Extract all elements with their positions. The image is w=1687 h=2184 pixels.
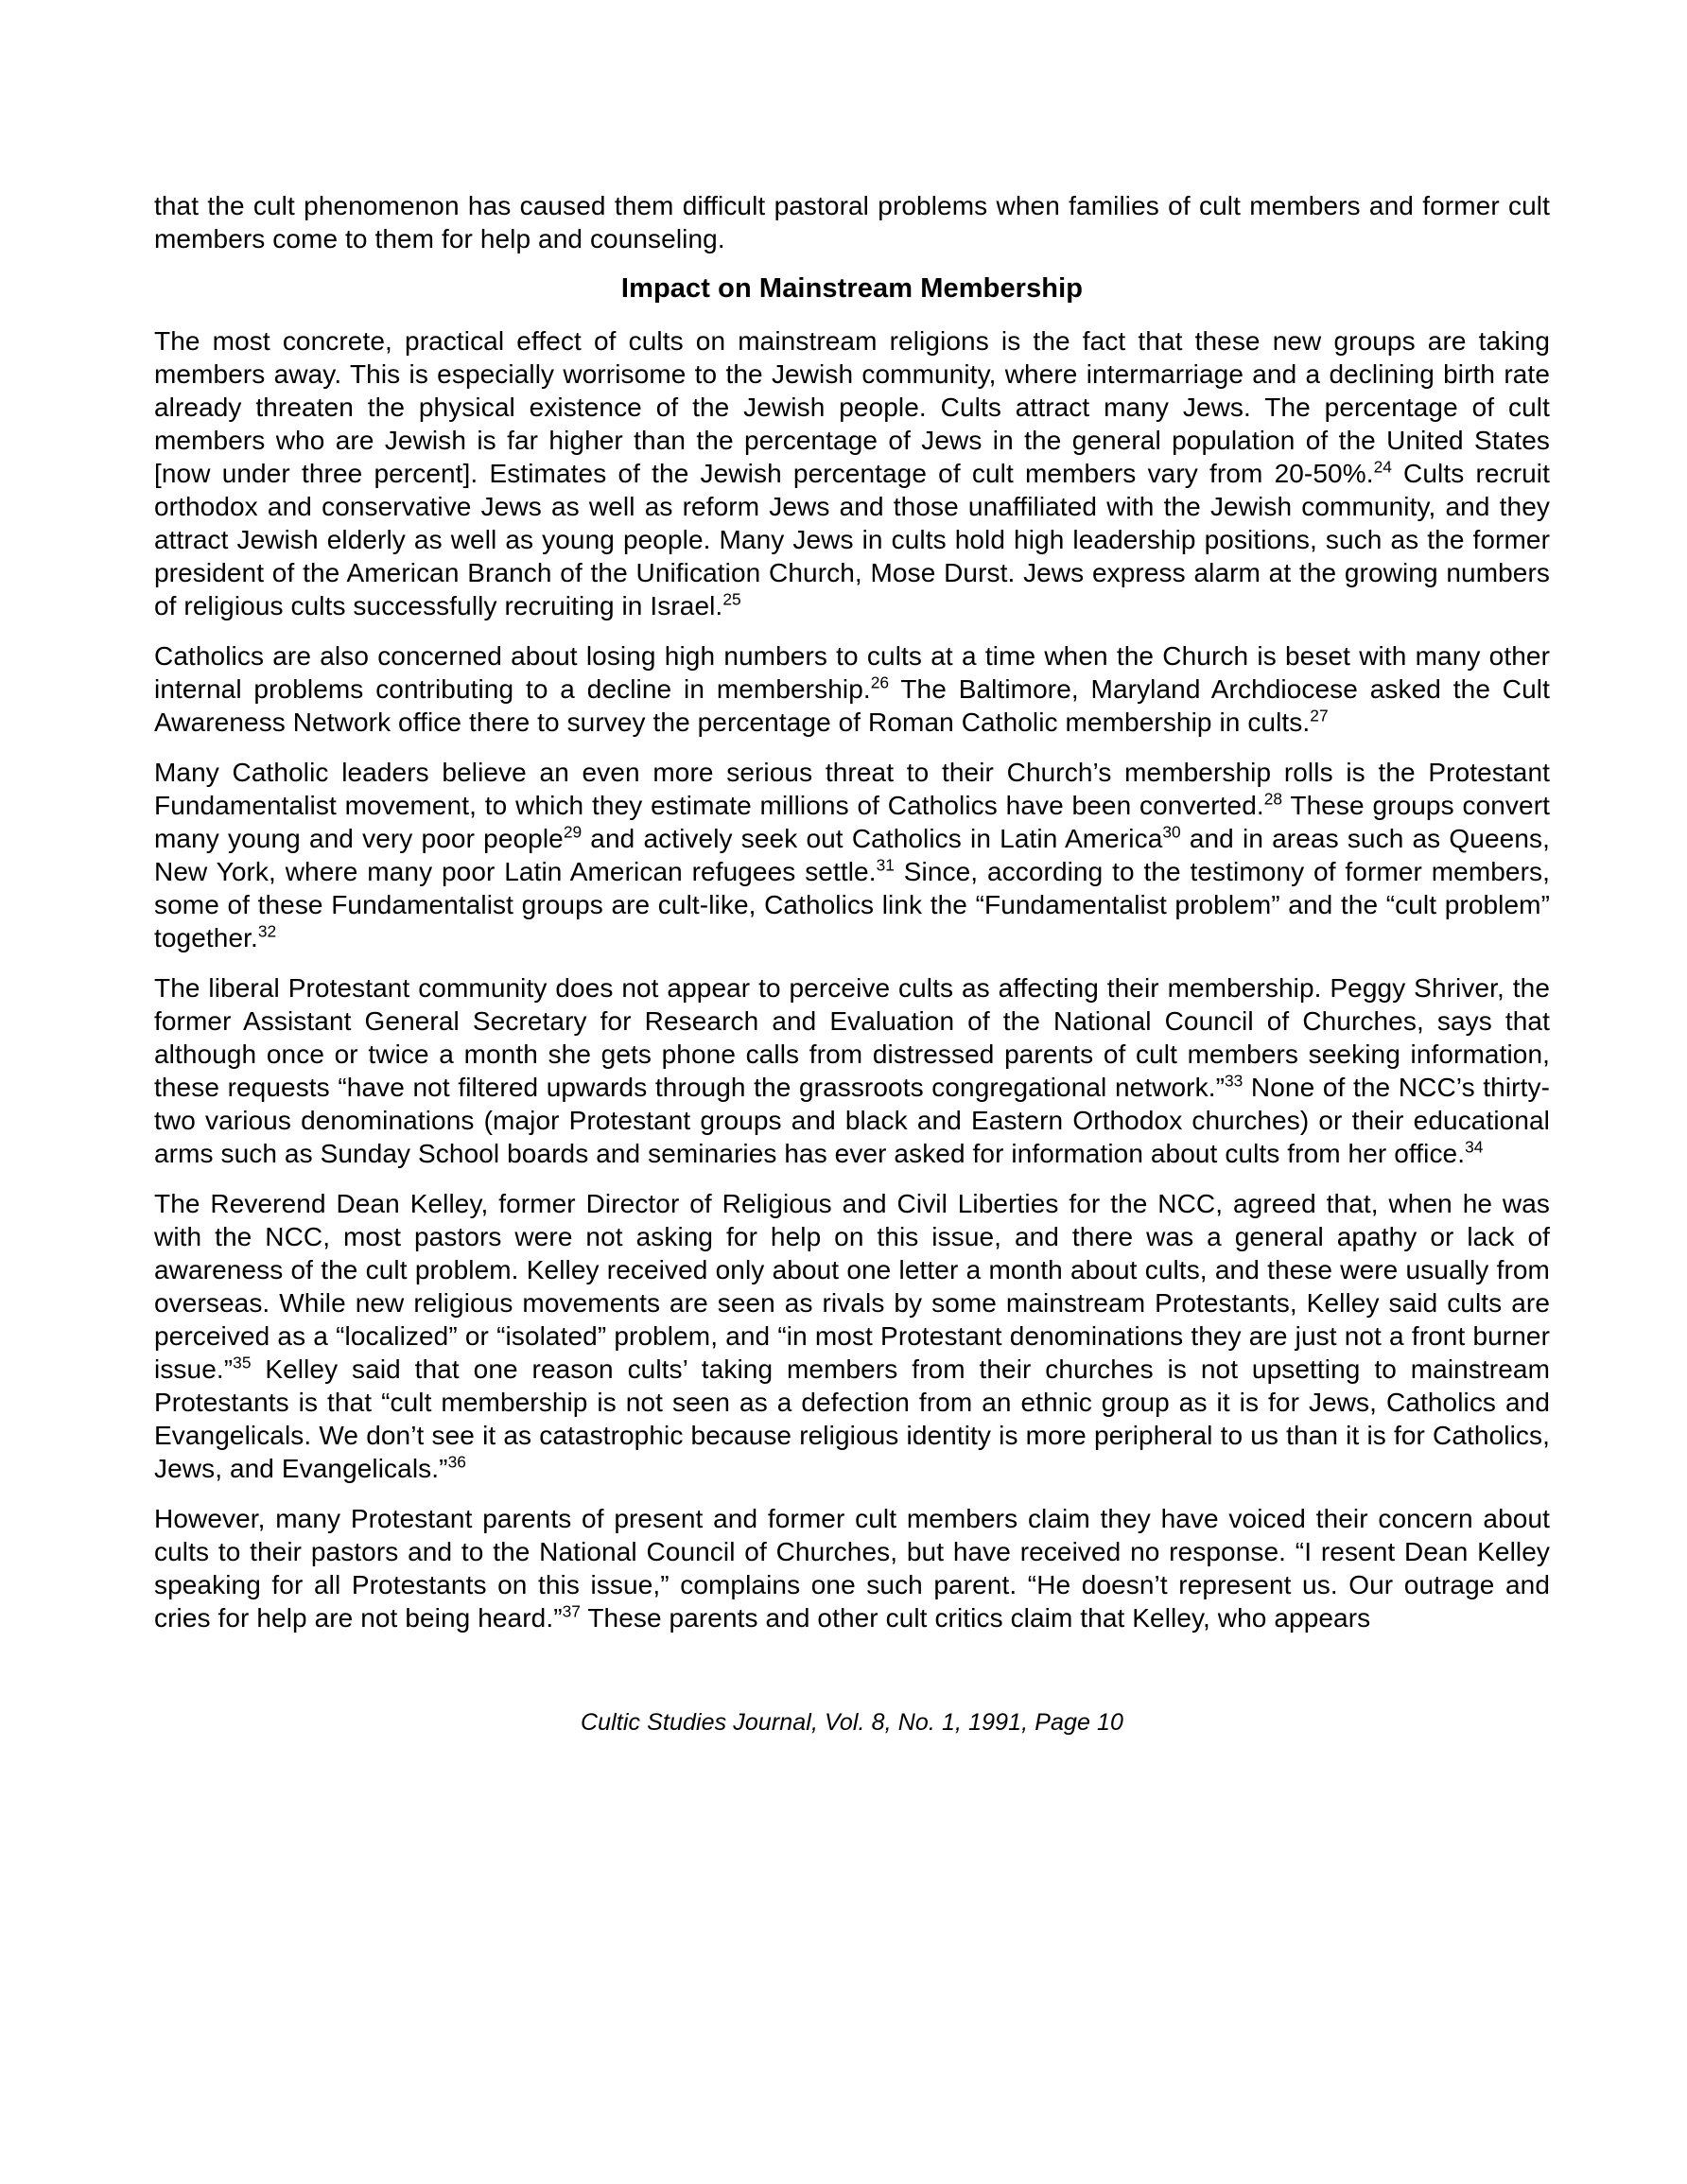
- footnote-ref: 29: [563, 822, 583, 842]
- footnote-ref: 24: [1373, 457, 1392, 477]
- footnote-ref: 27: [1310, 706, 1329, 725]
- document-body: [154, 189, 1550, 1634]
- paragraph: Catholics are also concerned about losing high numbers to cults at a time when the Church is beset with many other internal problems contributing to a decline in membership.$^{26}$ The Baltimore, Maryland Archdiocese asked the Cult Awareness Network office there to survey the percentage of Roman Catholic membership in cults.$^{27}$: [154, 641, 1550, 737]
- paragraph: Many Catholic leaders believe an even more serious threat to their Church’s membership rolls is the Protestant Fundamentalist movement, to which they estimate millions of Catholics have been converted.$^{28}$ These groups convert many young and very poor people$^{29}$ and actively seek out Catholics in Latin America$^{30}$ and in areas such as Queens, New York, where many poor Latin American refugees settle.$^{31}$ Since, according to the testimony of former members, some of these Fundamentalist groups are cult-like, Catholics link the “Fundamentalist problem” and the “cult problem” together.$^{32}$: [154, 758, 1551, 952]
- footnote-ref: 28: [1263, 789, 1283, 809]
- paragraph: The most concrete, practical effect of cults on mainstream religions is the fact that these new groups are taking members away. This is especially worrisome to the Jewish community, where intermarriage and a declining birth rate already threaten the physical existence of the Jewish people. Cults attract many Jews. The percentage of cult members who are Jewish is far higher than the percentage of Jews in the general population of the United States [now under three percent]. Estimates of the Jewish percentage of cult members vary from 20-50%.$^{24}$ Cults recruit orthodox and conservative Jews as well as reform Jews and those unaffiliated with the Jewish community, and they attract Jewish elderly as well as young people. Many Jews in cults hold high leadership positions, such as the former president of the American Branch of the Unification Church, Mose Durst. Jews express alarm at the growing numbers of religious cults successfully recruiting in Israel.$^{25}$: [154, 326, 1550, 620]
- page-footer: Cultic Studies Journal, Vol. 8, No. 1, 1991, Page 10: [580, 1709, 1124, 1736]
- section-heading: Impact on Mainstream Membership: [620, 273, 1084, 304]
- paragraph: The liberal Protestant community does not appear to perceive cults as affecting their membership. Peggy Shriver, the former Assistant General Secretary for Research and Evaluation of the National Council of Churches, says that although once or twice a month she gets phone calls from distressed parents of cult members seeking information, these requests “have not filtered upwards through the grassroots congregational network.”$^{33}$ None of the NCC’s thirty-two various denominations (major Protestant groups and black and Eastern Orthodox churches) or their educational arms such as Sunday School boards and seminaries has ever asked for information about cults from her office.$^{34}$: [154, 973, 1550, 1168]
- footnote-ref: 31: [876, 855, 895, 875]
- paragraph: that the cult phenomenon has caused them difficult pastoral problems when families of cult members and former cult members come to them for help and counseling.: [154, 191, 1550, 253]
- footnote-ref: 35: [233, 1353, 252, 1372]
- footnote-ref: 37: [562, 1601, 581, 1621]
- footnote-ref: 33: [1225, 1071, 1244, 1091]
- footnote-ref: 36: [447, 1452, 466, 1472]
- footnote-ref: 25: [722, 589, 741, 609]
- footnote-ref: 32: [257, 921, 277, 941]
- footnote-ref: 34: [1465, 1137, 1484, 1157]
- footnote-ref: 30: [1162, 822, 1181, 842]
- paragraph: However, many Protestant parents of present and former cult members claim they have voiced their concern about cults to their pastors and to the National Council of Churches, but have received no response. “I resent Dean Kelley speaking for all Protestants on this issue,” complains one such parent. “He doesn’t represent us. Our outrage and cries for help are not being heard.”$^{37}$ These parents and other cult critics claim that Kelley, who appears: [154, 1504, 1550, 1633]
- footnote-ref: 26: [870, 673, 890, 692]
- paragraph: The Reverend Dean Kelley, former Director of Religious and Civil Liberties for the NCC, agreed that, when he was with the NCC, most pastors were not asking for help on this issue, and there was a general apathy or lack of awareness of the cult problem. Kelley received only about one letter a month about cults, and these were usually from overseas. While new religious movements are seen as rivals by some mainstream Protestants, Kelley said cults are perceived as a “localized” or “isolated” problem, and “in most Protestant denominations they are just not a front burner issue.”$^{35}$ Kelley said that one reason cults’ taking members from their churches is not upsetting to mainstream Protestants is that “cult membership is not seen as a defection from an ethnic group as it is for Jews, Catholics and Evangelicals. We don’t see it as catastrophic because religious identity is more peripheral to us than it is for Catholics, Jews, and Evangelicals.”$^{36}$: [154, 1189, 1550, 1483]
